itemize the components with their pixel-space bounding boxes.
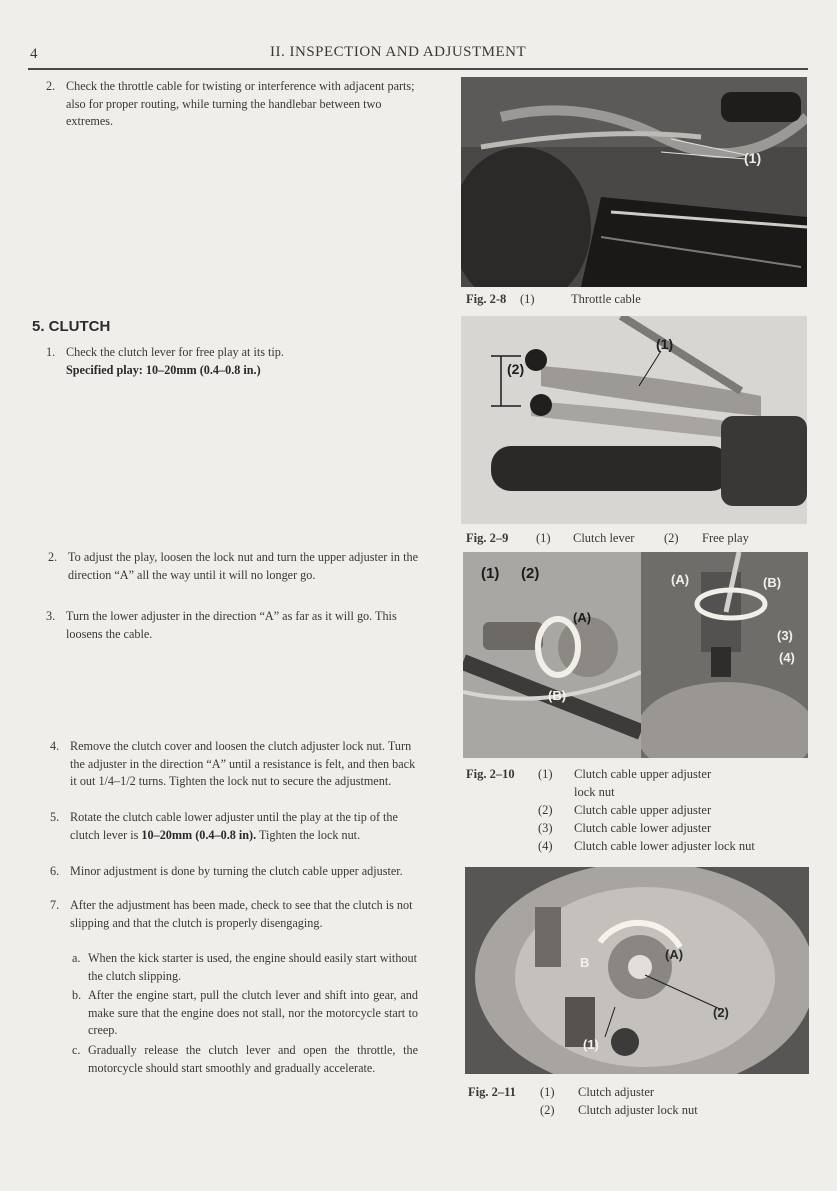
caption-text: lock nut [574, 785, 615, 799]
callout-label: (1) [744, 150, 762, 166]
caption-row [468, 1083, 798, 1101]
callout-label: (2) [713, 1005, 729, 1020]
step-number: 7. [50, 898, 60, 912]
fig-2-10-caption [466, 765, 806, 855]
caption-row [466, 837, 806, 855]
sub-text: When the kick starter is used, the engine should easily start without the clutch slipping. [88, 951, 417, 983]
caption-row [466, 819, 806, 837]
caption-text: Free play [702, 531, 749, 545]
header-rule [28, 68, 808, 70]
step-text: Minor adjustment is done by turning the clutch cable upper adjuster. [70, 864, 403, 878]
fig-2-10-photo-right [641, 552, 808, 758]
callout-label: (A) [665, 947, 684, 962]
caption-row [466, 765, 806, 783]
sub-letter: a. [72, 951, 81, 965]
caption-row [466, 290, 641, 308]
caption-text: Throttle cable [571, 292, 641, 306]
fig-2-9-photo [461, 316, 807, 524]
sub-text: After the engine start, pull the clutch lever and shift into gear, and make sure that the engine does not stall, nor the motorcycle start to creep. [88, 988, 418, 1038]
step-number: 3. [46, 609, 56, 623]
callout-label: (1) [583, 1037, 599, 1052]
figure-label: Fig. 2–11 [468, 1085, 516, 1099]
caption-index: (2) [664, 531, 679, 545]
caption-index: (4) [538, 839, 553, 853]
clutch-step-3 [46, 608, 418, 643]
callout-label: (1) [481, 565, 500, 582]
step-text-cont: Tighten the lock nut. [259, 827, 361, 842]
clutch-step-5 [50, 809, 428, 844]
clutch-step-7c [72, 1042, 418, 1077]
section-title-clutch: 5. CLUTCH [32, 318, 111, 335]
spec-value: 10–20mm (0.4–0.8 in.) [145, 362, 261, 377]
clutch-step-7a [72, 950, 418, 985]
clutch-step-2 [48, 549, 418, 584]
caption-index: (2) [538, 803, 553, 817]
sub-text: Gradually release the clutch lever and open the throttle, the motorcycle should start smoothly and gradually accelerate. [88, 1043, 418, 1075]
fig-2-11-photo [465, 867, 809, 1074]
caption-index: (1) [540, 1085, 555, 1099]
sub-letter: c. [72, 1043, 81, 1057]
clutch-step-4 [50, 738, 420, 791]
step-text: Check the clutch lever for free play at its tip. [66, 345, 284, 359]
play-value: 10–20mm (0.4–0.8 in). [141, 827, 257, 842]
page-header-title: II. INSPECTION AND ADJUSTMENT [270, 44, 527, 60]
fig-2-8-photo [461, 77, 807, 287]
step-number: 5. [50, 810, 60, 824]
sub-letter: b. [72, 988, 82, 1002]
callout-label: (B) [763, 575, 782, 590]
caption-index: (1) [536, 531, 551, 545]
caption-row [466, 801, 806, 819]
step-number: 1. [46, 345, 56, 359]
caption-text: Clutch cable upper adjuster [574, 767, 712, 781]
caption-text: Clutch adjuster [578, 1085, 655, 1099]
fig-2-11-caption [468, 1083, 798, 1119]
spec-label: Specified play: [66, 362, 143, 377]
step-text: Remove the clutch cover and loosen the clutch adjuster lock nut. Turn the adjuster in the direction “A” until a resistance is felt, and then back it out 1/4–1/2 turns. Tighten the lock nut to secure the adjustment. [70, 739, 416, 789]
caption-row [466, 783, 806, 801]
caption-text: Clutch cable upper adjuster [574, 803, 712, 817]
figure-label: Fig. 2-8 [466, 292, 507, 306]
callout-label: (3) [777, 628, 793, 643]
caption-index: (1) [538, 767, 553, 781]
caption-row [466, 529, 749, 547]
step-number: 4. [50, 739, 60, 753]
step-text: Check the throttle cable for twisting or interference with adjacent parts; also for proper routing, while turning the handlebar between two extremes. [66, 79, 415, 129]
step-text: Rotate the clutch cable lower adjuster until the play at the tip of the clutch lever is [70, 810, 398, 842]
callout-label: (A) [573, 610, 592, 625]
figure-label: Fig. 2–9 [466, 531, 509, 545]
clutch-step-7b [72, 987, 418, 1040]
throttle-step-2 [46, 78, 416, 131]
callout-label: (4) [779, 650, 795, 665]
step-text: To adjust the play, loosen the lock nut and turn the upper adjuster in the direction “A” all the way until it will no longer go. [68, 550, 418, 582]
step-number: 2. [48, 550, 58, 564]
fig-2-8-caption [466, 290, 641, 308]
clutch-step-1 [46, 344, 416, 379]
caption-index: (1) [520, 292, 535, 306]
figure-label: Fig. 2–10 [466, 767, 515, 781]
caption-text: Clutch lever [573, 531, 635, 545]
caption-text: Clutch adjuster lock nut [578, 1103, 698, 1117]
step-number: 6. [50, 864, 60, 878]
callout-label: B [580, 955, 590, 970]
step-text: After the adjustment has been made, check to see that the clutch is not slipping and that the clutch is properly disengaging. [70, 898, 413, 930]
callout-label: (B) [548, 688, 567, 703]
step-text: Turn the lower adjuster in the direction “A” as far as it will go. This loosens the cable. [66, 609, 397, 641]
fig-2-10-photo-left [463, 552, 641, 758]
clutch-step-6 [50, 863, 420, 881]
callout-label: (2) [507, 361, 525, 377]
fig-2-9-caption [466, 529, 749, 547]
caption-index: (2) [540, 1103, 555, 1117]
callout-label: (1) [656, 336, 674, 352]
page-number: 4 [30, 46, 38, 62]
clutch-step-7 [50, 897, 420, 932]
caption-text: Clutch cable lower adjuster lock nut [574, 839, 755, 853]
callout-label: (2) [521, 565, 540, 582]
caption-row [468, 1101, 798, 1119]
step-number: 2. [46, 79, 56, 93]
caption-text: Clutch cable lower adjuster [574, 821, 712, 835]
callout-label: (A) [671, 572, 690, 587]
caption-index: (3) [538, 821, 553, 835]
